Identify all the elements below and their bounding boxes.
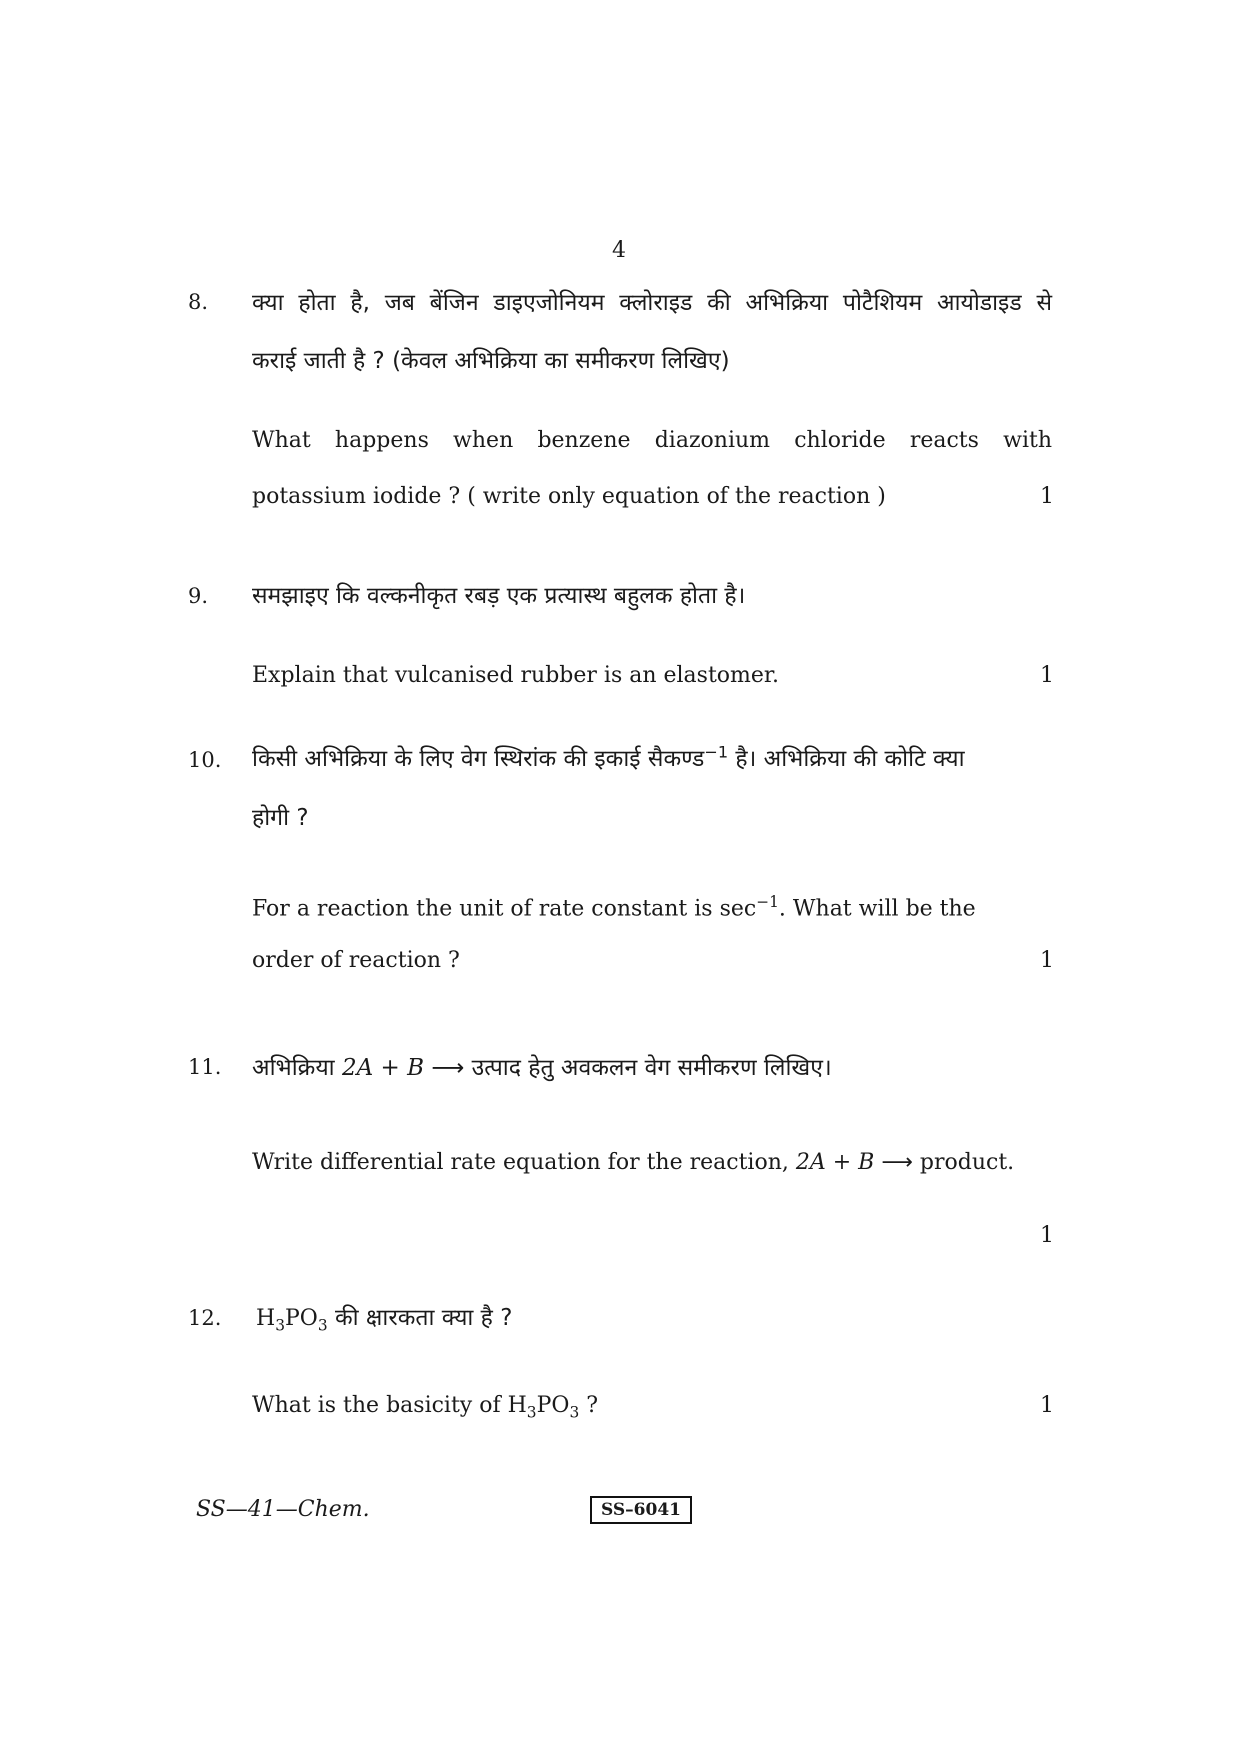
question-text-hindi <box>252 741 1052 773</box>
footer-subject-code: SS—41—Chem. <box>196 1497 370 1522</box>
hindi-text: है। अभिक्रिया की कोटि क्या <box>728 746 965 772</box>
superscript: −1 <box>704 742 729 762</box>
marks: 1 <box>1040 484 1054 509</box>
question-text-english: potassium iodide ? ( write only equation of the reaction ) <box>252 484 886 509</box>
reaction-equation: 2A + B <box>795 1150 875 1175</box>
english-text: ? <box>586 1393 599 1418</box>
question-number: 10. <box>188 748 222 772</box>
marks: 1 <box>1040 1393 1054 1418</box>
question-text-hindi <box>256 1300 512 1334</box>
question-text-english <box>252 1393 598 1421</box>
question-text-english: order of reaction ? <box>252 948 460 973</box>
question-text-hindi: क्या होता है, जब बेंजिन डाइएजोनियम क्लोराइड की अभिक्रिया पोटैशियम आयोडाइड से <box>252 290 1052 316</box>
chemical-formula <box>256 1306 328 1335</box>
arrow-icon: ⟶ <box>431 1055 465 1081</box>
english-text: For a reaction the unit of rate constant is sec <box>252 896 757 922</box>
question-text-english <box>252 1150 1014 1175</box>
marks: 1 <box>1040 1223 1054 1248</box>
subscript: 3 <box>569 1403 580 1422</box>
marks: 1 <box>1040 663 1054 688</box>
hindi-text: उत्पाद हेतु अवकलन वेग समीकरण लिखिए। <box>471 1055 832 1081</box>
question-number: 12. <box>188 1306 222 1330</box>
subscript: 3 <box>317 1316 328 1335</box>
question-number: 9. <box>188 584 209 608</box>
page-number: 4 <box>612 238 626 263</box>
hindi-text: की क्षारकता क्या है ? <box>334 1305 513 1331</box>
question-text-hindi: होगी ? <box>252 805 309 831</box>
formula-part: H <box>507 1393 527 1418</box>
reaction-equation: 2A + B <box>341 1055 424 1081</box>
superscript: −1 <box>756 893 779 911</box>
english-text: Write differential rate equation for the reaction, <box>252 1150 789 1175</box>
question-text-english: What happens when benzene diazonium chloride reacts with <box>252 428 1052 453</box>
subscript: 3 <box>526 1403 537 1422</box>
arrow-icon: ⟶ <box>881 1150 913 1175</box>
marks: 1 <box>1040 948 1054 973</box>
question-number: 11. <box>188 1055 222 1079</box>
question-text-english: Explain that vulcanised rubber is an elastomer. <box>252 663 780 688</box>
subscript: 3 <box>275 1316 285 1335</box>
footer-paper-code: SS–6041 <box>590 1496 692 1524</box>
hindi-text: किसी अभिक्रिया के लिए वेग स्थिरांक की इकाई सैकण्ड <box>252 746 705 772</box>
question-text-english <box>252 893 976 921</box>
question-text-hindi <box>252 1050 832 1082</box>
english-text: product. <box>919 1150 1015 1175</box>
hindi-text: अभिक्रिया <box>252 1055 335 1081</box>
question-text-hindi: समझाइए कि वल्कनीकृत रबड़ एक प्रत्यास्थ बहुलक होता है। <box>252 583 746 609</box>
formula-part: PO <box>284 1306 318 1331</box>
chemical-formula <box>507 1393 580 1422</box>
english-text: What is the basicity of <box>252 1393 501 1418</box>
formula-part: H <box>256 1306 276 1331</box>
english-text: . What will be the <box>778 896 976 922</box>
question-number: 8. <box>188 290 209 314</box>
formula-part: PO <box>536 1393 570 1418</box>
question-text-hindi: कराई जाती है ? (केवल अभिक्रिया का समीकरण लिखिए) <box>252 348 730 374</box>
